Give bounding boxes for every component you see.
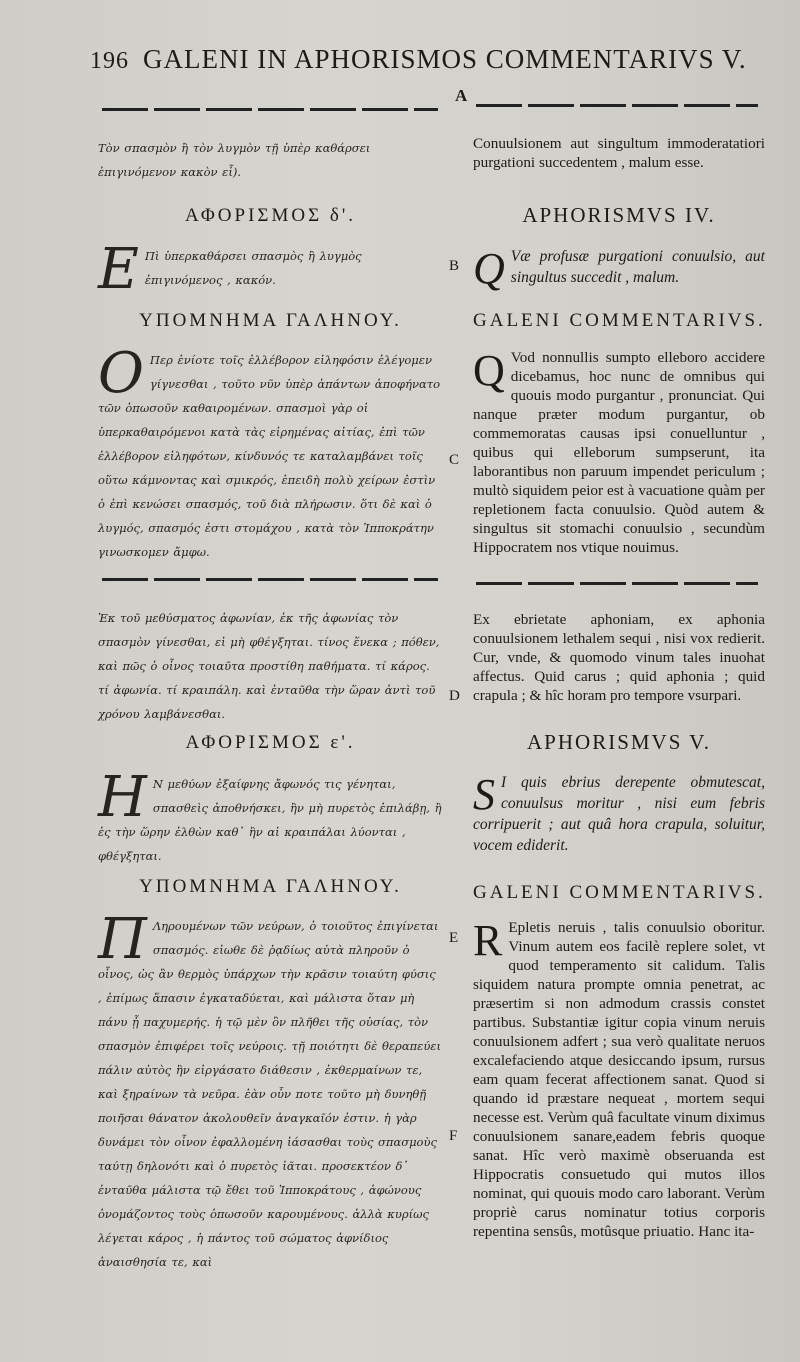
aph5-latin-heading: APHORISMVS V.	[527, 730, 711, 754]
aph5-greek-heading: ΑΦΟΡΙΣΜΟΣ ε'.	[185, 732, 356, 753]
margin-letter-d: D	[449, 688, 460, 704]
top-rule-right	[476, 104, 758, 107]
margin-letter-e: E	[449, 930, 459, 946]
aph4-greek-heading: ΑΦΟΡΙΣΜΟΣ δ'.	[184, 205, 357, 226]
margin-letter-b: B	[449, 258, 460, 274]
aph5-latin-text	[473, 772, 765, 856]
aph5-latin-body: I quis ebrius derepente obmutescat, conuulsus moritur , nisi eum febris corripuerit ; aut quâ hora crapula, soluitur, vocem ediderit.	[473, 774, 765, 854]
page-number: 196	[90, 48, 129, 74]
comm5-greek-body: Ληρουμένων τῶν νεύρων, ὁ τοιοῦτος ἐπιγίνεται σπασμός. εἰωθε δὲ ῥᾳδίως αὐτὰ πληροῦν ὁ οἶνος, ὡς ἂν θερμὸς ὑπάρχων τὴν κρᾶσιν τοιαύτη φύσις , ἐπίμως ἅπασιν ἐγκαταδύεται, καὶ μάλιστα ὅταν μὴ πάνυ ᾖ παχυμερής. ἡ τῷ μὲν ὂν πλῆθει τῆς οὐσίας, τὸν σπασμὸν ἐπιφέρει τοῖς νεύροις. τῇ ποιότητι δὲ θεραπεύει πάλιν αὐτὸς ἣν εἰργάσατο διάθεσιν , ἐκθερμαίνων τε, καὶ ξηραίνων τὰ νεῦρα. ἐὰν οὖν ποτε τοῦτο μὴ δυνηθῇ ποιῆσαι θάνατον ἀκολουθεῖν ἀναγκαῖόν ἐστιν. ἡ γὰρ δυνάμει τὸν οἶνον ἐφαλλομένη ἰάσασθαι τοὺς σπασμοὺς ταύτῃ δηλονότι καὶ ὁ πυρετὸς ἰᾶται. προσεκτέον δ᾽ ἐνταῦθα μάλιστα τῷ ἔθει τοῦ Ἱπποκράτους , ἀφώνους ὀνομάζοντος τοὺς ὁπωσοῦν καρουμένους. ἀλλὰ κυρίως λέγεται κάρος , ἡ πάντος τοῦ σώματος ἀφνίδιος ἀναισθησία τε, καὶ	[98, 919, 441, 1269]
comm4-greek-text	[98, 341, 443, 564]
comm5-greek-text	[98, 907, 443, 1274]
aph5-greek-initial: H	[98, 765, 147, 830]
mid-rule-right	[476, 582, 758, 585]
comm4-latin-body: Vod nonnullis sumpto elleboro accidere dicebamus, hoc nunc de omnibus qui quouis modo purgantur , pronunciat. Qui nanque præter modum purgantur, ob commemoratas causas ipsi conuelluntur , quibus qui elleborum sumpserunt, ita laborantibus non paruum impendet periculum ; multò siquidem peior est à vacuatione quàm per repletionem facta conuulsio. Quòd autem & singultus sit stomachi conuulsio , secundùm Hippocratem nos vtique nouimus.	[473, 349, 765, 556]
mid-rule-left	[102, 578, 438, 581]
aph4-latin-body: Væ profusæ purgationi conuulsio, aut singultus succedit , malum.	[510, 248, 765, 286]
comm5-latin-body: Epletis neruis , talis conuulsio oboritur. Vinum autem eos facilè replere solet, vt quod temperamento sit calidum. Talis siquidem natura prompte omnia penetrat, ac præsertim si non admodum crassis constet partibus. Substantiæ igitur copia vinum neruis conuulsionem adfert ; sua verò qualitate neruos excalefaciendo atque desiccando ipsum, rursus eam quam fecerat affectionem sanat. Quod si quando id præstare nequeat , mortem sequi necesse est. Verùm quâ facultate vinum diximus conuulsionem sanare,eadem febris quoque sanat. Hîc verò maximè obseruanda est Hippocratis consuetudo qui mutos illos nominat, qui quouis modo caro laborant. Verùm propriè carus nominatur totius corporis repentina sensûs, motûsque priuatio. Hanc ita-	[473, 919, 766, 1240]
block1-greek: Τὸν σπασμὸν ἢ τὸν λυγμὸν τῇ ὑπὲρ καθάρσει ἐπιγινόμενον κακὸν εἶ).	[98, 141, 371, 179]
margin-letter-c: C	[449, 452, 460, 468]
comm5-latin-text	[473, 918, 765, 1241]
comm5-greek-initial: Π	[98, 907, 147, 972]
running-title: GALENI IN APHORISMOS COMMENTARIVS V.	[143, 44, 747, 74]
aph5-greek-text	[98, 765, 443, 868]
running-head	[90, 44, 750, 84]
aph4-greek-initial: E	[98, 237, 139, 302]
aph4-greek-body: Πὶ ὑπερκαθάρσει σπασμὸς ἢ λυγμὸς ἐπιγινόμενος , κακόν.	[144, 249, 362, 287]
comm5-latin-initial: R	[473, 916, 503, 965]
comm5-greek-heading: ΥΠΟΜΝΗΜΑ ΓΑΛΗΝΟΥ.	[139, 876, 402, 897]
block2-latin: Ex ebrietate aphoniam, ex aphonia conuulsionem lethalem sequi , nisi vox redierit. Cur, vnde, & quomodo vinum tales inuohat affectus. Quid carus ; quid aphonia ; quid crapula ; & hîc horam pro tempore vsurpari.	[473, 611, 765, 704]
aph4-latin-initial: Q	[473, 244, 505, 293]
margin-letter-f: F	[449, 1128, 458, 1144]
top-rule-left	[102, 108, 438, 111]
column-signature: A	[455, 86, 468, 105]
block2-greek: Ἐκ τοῦ μεθύσματος ἀφωνίαν, ἐκ τῆς ἀφωνίας τὸν σπασμὸν γίνεσθαι, εἰ μὴ φθέγξηται. τίνος ἕνεκα ; πόθεν, καὶ πῶς ὁ οἶνος τοιαῦτα προστίθη παθήματα. τί κάρος. τί ἀφωνία. τί κραιπάλη. καὶ ἐνταῦθα τὴν ὥραν ἀντὶ τοῦ χρόνου λαμβάνεσθαι.	[98, 611, 440, 721]
aph5-greek-body: Ν μεθύων ἐξαίφνης ἄφωνός τις γένηται, σπασθεὶς ἀποθνήσκει, ἢν μὴ πυρετὸς ἐπιλάβῃ, ἢ ἐς τὴν ὥρην ἐλθὼν καθ᾽ ἣν αἱ κραιπάλαι λύονται , φθέγξηται.	[98, 777, 442, 863]
comm4-greek-body: Περ ἐνίοτε τοῖς ἐλλέβορον εἰληφόσιν ἐλέγομεν γίγνεσθαι , τοῦτο νῦν ὑπὲρ ἁπάντων ἀποφήνατο τῶν ὁπωσοῦν καθαιρομένων. σπασμοὶ γὰρ οἱ ὑπερκαθαιρόμενοι κατὰ τὰς εἰρημένας αἰτίας, ἐπὶ τῶν ἐλλέβορον εἰληφότων, κίνδυνός τε καταλαμβάνει τοῖς οὕτω κάμνοντας καὶ σμικρός, ἐπειδὴ πολὺ χείρων ἐστὶν ὁ ἐπὶ κενώσει σπασμός, τοῦ διὰ πλήρωσιν. ὅτι δὲ καὶ ὁ λυγμός, σπασμός ἐστι στομάχου , κατὰ τὸν Ἱπποκράτην γινωσκομεν ἄμφω.	[98, 353, 441, 559]
aph4-latin-text	[473, 244, 765, 293]
comm4-latin-text	[473, 348, 765, 557]
comm4-greek-initial: O	[98, 341, 144, 406]
comm4-latin-heading: GALENI COMMENTARIVS.	[473, 310, 766, 331]
aph4-latin-heading: APHORISMVS IV.	[522, 203, 716, 227]
comm5-latin-heading: GALENI COMMENTARIVS.	[473, 882, 766, 903]
block1-latin: Conuulsionem aut singultum immoderatatiori purgationi succedentem , malum esse.	[473, 135, 765, 171]
aph5-latin-initial: S	[473, 770, 495, 819]
comm4-latin-initial: Q	[473, 346, 505, 395]
comm4-greek-heading: ΥΠΟΜΝΗΜΑ ΓΑΛΗΝΟΥ.	[139, 310, 402, 331]
aph4-greek-text	[98, 237, 443, 302]
